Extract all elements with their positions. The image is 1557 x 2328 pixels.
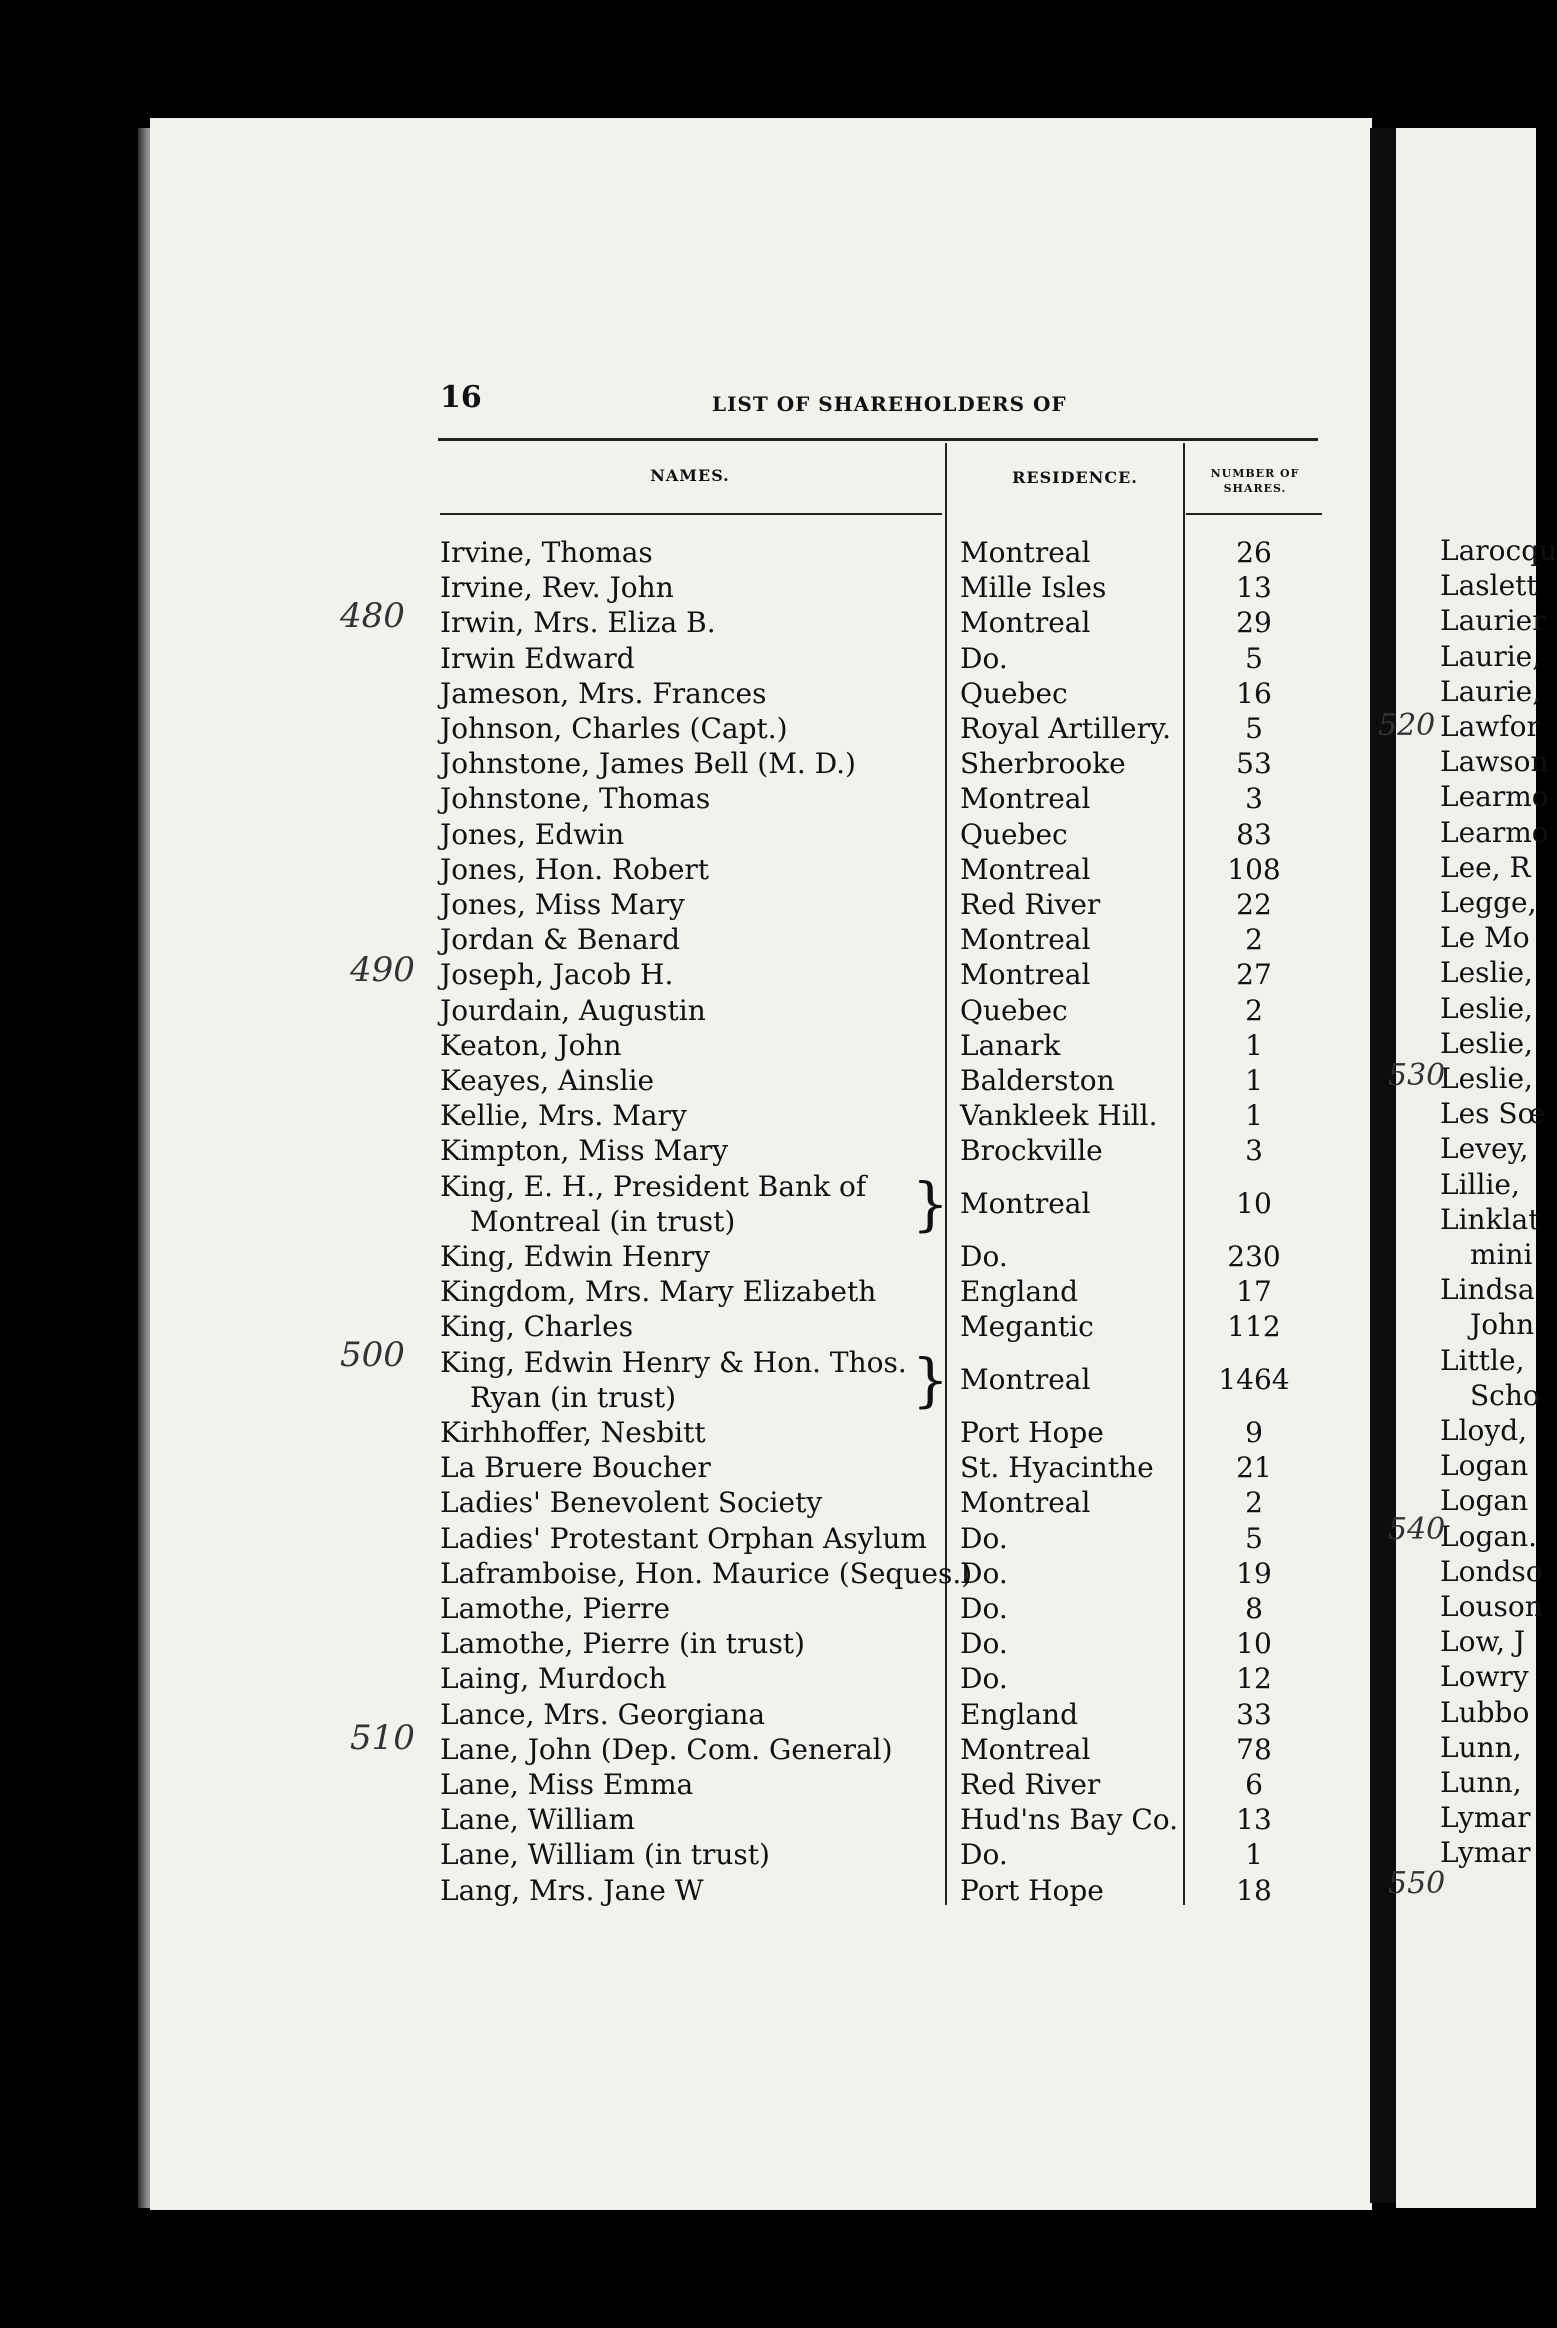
share-count: 1 [1245,1838,1263,1872]
residence: Megantic [960,1310,1094,1344]
shareholder-name: Joseph, Jacob H. [440,958,674,992]
share-count: 5 [1245,641,1263,675]
residence: Port Hope [960,1416,1104,1449]
residence: Montreal [960,852,1091,886]
table-row [0,1063,1370,1098]
next-page-fragment: Lymar [1440,1801,1531,1835]
shareholder-name: Kellie, Mrs. Mary [440,1099,687,1133]
table-row [0,993,1370,1028]
table-row [0,1802,1370,1837]
share-count: 3 [1245,782,1263,816]
next-page-fragment: Londso [1440,1554,1543,1588]
share-count: 230 [1227,1240,1281,1273]
table-row [0,957,1370,992]
shareholder-name: Lane, Miss Emma [440,1768,694,1801]
table-row [0,1837,1370,1872]
residence: Royal Artillery. [960,712,1171,745]
residence: Red River [960,888,1101,921]
residence: Montreal [960,1363,1091,1397]
residence: Do. [960,1592,1008,1625]
shareholder-name: Lang, Mrs. Jane W [440,1873,704,1907]
residence-column-header: RESIDENCE. [1012,468,1138,487]
next-page-fragment: Leslie, [1440,956,1533,990]
residence: Montreal [960,1732,1091,1766]
share-count: 18 [1236,1873,1272,1907]
shares-column-header-line2: SHARES. [1223,482,1287,495]
table-row [0,1274,1370,1309]
table-row [0,1767,1370,1802]
table-row [0,1556,1370,1591]
shareholder-name: Jordan & Benard [440,923,681,957]
residence: Montreal [960,782,1091,816]
next-page-fragment: Lunn, [1440,1730,1522,1764]
table-row [0,641,1370,676]
shareholder-name: Lamothe, Pierre (in trust) [440,1627,805,1661]
shareholder-name: Jones, Edwin [440,817,625,851]
share-count: 10 [1236,1627,1272,1661]
shareholder-name: Jourdain, Augustin [440,993,706,1027]
share-count: 19 [1236,1556,1272,1590]
shareholder-name: Lamothe, Pierre [440,1592,671,1625]
share-count: 5 [1245,1521,1263,1555]
table-row [0,1028,1370,1063]
shareholder-name: Lance, Mrs. Georgiana [440,1697,766,1731]
table-row [0,781,1370,816]
table-row [0,746,1370,781]
residence: Montreal [960,606,1091,640]
residence: Do. [960,1521,1008,1555]
residence: Red River [960,1768,1101,1801]
shareholder-name: Jameson, Mrs. Frances [440,676,767,710]
brace-mark: } [912,1345,949,1414]
shareholder-name: Kimpton, Miss Mary [440,1134,729,1168]
table-row [0,1098,1370,1133]
shareholder-name: Laframboise, Hon. Maurice (Seques.) [440,1556,973,1590]
shareholder-name: Irwin, Mrs. Eliza B. [440,606,716,640]
share-count: 112 [1227,1310,1281,1344]
share-count: 12 [1236,1662,1272,1696]
residence: Do. [960,1240,1008,1273]
share-count: 26 [1236,536,1272,569]
next-page-fragment: Leslie, [1440,1026,1533,1060]
names-under-rule [440,513,942,515]
next-page-fragment: Lloyd, [1440,1414,1528,1447]
residence: Do. [960,1627,1008,1661]
share-count: 1464 [1218,1363,1290,1397]
share-count: 8 [1245,1592,1263,1625]
next-page-fragment: Linklat [1440,1202,1540,1236]
next-page-fragment: Levey, [1440,1132,1529,1166]
residence: Quebec [960,817,1068,851]
table-row [0,1133,1370,1168]
residence: Do. [960,1556,1008,1590]
residence: Balderston [960,1064,1115,1097]
shareholder-name: Irwin Edward [440,641,635,675]
residence: Montreal [960,1486,1091,1520]
next-page-fragment: Lindsa [1440,1273,1535,1307]
table-row [0,570,1370,605]
next-page-fragment: Learmo [1440,780,1549,814]
shareholder-name: Kirhhoffer, Nesbitt [440,1416,706,1449]
next-page-fragment: Lee, R [1440,850,1531,884]
shareholder-name: King, Edwin Henry & Hon. Thos. [440,1345,907,1379]
next-page-fragment: Learmo [1440,815,1549,849]
next-page-fragment: mini [1470,1238,1533,1271]
shareholder-name: Lane, William (in trust) [440,1838,770,1872]
next-page-margin-note: 530 [1388,1058,1446,1093]
shareholder-name: Irvine, Rev. John [440,571,674,605]
margin-note: 500 [340,1335,405,1375]
share-count: 5 [1245,712,1263,745]
next-page-fragment: John [1470,1308,1535,1342]
residence: Quebec [960,676,1068,710]
shareholder-name: Irvine, Thomas [440,536,653,569]
residence: Do. [960,641,1008,675]
share-count: 9 [1245,1416,1263,1449]
share-count: 2 [1245,923,1263,957]
shareholder-name: Lane, William [440,1803,636,1837]
share-count: 1 [1245,1099,1263,1133]
next-page-fragment: Laurie, [1440,674,1542,708]
shareholder-name-continued: Ryan (in trust) [470,1380,677,1414]
shareholder-name: Kingdom, Mrs. Mary Elizabeth [440,1275,877,1309]
table-row [0,1697,1370,1732]
share-count: 1 [1245,1064,1263,1097]
table-row [0,817,1370,852]
next-page-fragment: Lymar [1440,1836,1531,1870]
next-page-fragment: Laslett [1440,569,1538,603]
table-row [0,1732,1370,1767]
next-page-fragment: Logan [1440,1484,1529,1518]
table-row [0,535,1370,570]
next-page-fragment: Low, J [1440,1625,1526,1659]
next-page-fragment: Scho [1470,1378,1540,1412]
margin-note: 510 [350,1718,415,1758]
next-page-fragment: Louson [1440,1590,1543,1623]
share-count: 1 [1245,1028,1263,1062]
residence: Do. [960,1662,1008,1696]
table-row [0,1309,1370,1344]
next-page-fragment: Les Sœ [1440,1097,1546,1131]
shareholder-name: Johnson, Charles (Capt.) [440,712,788,745]
table-row [0,605,1370,640]
residence: Quebec [960,993,1068,1027]
table-row [0,1239,1370,1274]
next-page-fragment: Leslie, [1440,1062,1533,1095]
residence: Montreal [960,923,1091,957]
residence: England [960,1275,1079,1309]
table-row [0,852,1370,887]
shareholder-name: Jones, Miss Mary [440,888,685,921]
shareholder-name: Johnstone, James Bell (M. D.) [440,747,856,781]
next-page-fragment: Lubbo [1440,1695,1530,1729]
names-column-header: NAMES. [650,466,730,485]
shareholder-name: Keaton, John [440,1028,622,1062]
next-page-fragment: Logan [1440,1449,1529,1483]
shareholder-name: Johnstone, Thomas [440,782,711,816]
shareholder-name: Laing, Murdoch [440,1662,667,1696]
share-count: 53 [1236,747,1272,781]
next-page-fragment: Legge, [1440,886,1537,919]
brace-mark: } [912,1169,949,1238]
table-row [0,887,1370,922]
share-count: 108 [1227,852,1281,886]
next-page-fragment: Lillie, [1440,1167,1520,1201]
residence: Do. [960,1838,1008,1872]
share-count: 6 [1245,1768,1263,1801]
table-row [0,711,1370,746]
table-row [0,1873,1370,1908]
shareholder-name: Ladies' Benevolent Society [440,1486,823,1520]
page-title: LIST OF SHAREHOLDERS OF [712,392,1067,416]
residence: Brockville [960,1134,1103,1168]
shares-column-header-line1: NUMBER OF [1210,467,1300,480]
residence: Vankleek Hill. [960,1099,1158,1133]
table-row [0,1415,1370,1450]
next-page-fragment: Lawfor [1440,710,1540,743]
table-row [0,1626,1370,1661]
residence: St. Hyacinthe [960,1451,1154,1485]
residence: Port Hope [960,1873,1104,1907]
share-count: 29 [1236,606,1272,640]
page-number: 16 [440,380,482,415]
shareholder-name: King, E. H., President Bank of [440,1169,867,1203]
next-page-margin-note: 520 [1378,708,1436,743]
next-page-margin-note: 540 [1388,1512,1446,1547]
table-row [0,1485,1370,1520]
margin-note: 480 [340,596,405,636]
shareholder-name: La Bruere Boucher [440,1451,711,1485]
shareholder-name: Keayes, Ainslie [440,1064,655,1097]
shareholder-name-continued: Montreal (in trust) [470,1204,736,1238]
shares-under-rule [1186,513,1322,515]
share-count: 33 [1236,1697,1272,1731]
residence: Montreal [960,958,1091,992]
next-page-fragment: Larocqu [1440,534,1557,567]
table-row [0,922,1370,957]
shareholder-name: Lane, John (Dep. Com. General) [440,1732,893,1766]
next-page-fragment: Little, [1440,1343,1525,1377]
share-count: 17 [1236,1275,1272,1309]
share-count: 2 [1245,1486,1263,1520]
table-row [0,1345,1370,1415]
next-page-fragment: Leslie, [1440,991,1533,1025]
residence: Hud'ns Bay Co. [960,1803,1179,1837]
share-count: 21 [1236,1451,1272,1485]
next-page-fragment: Laurier [1440,604,1546,638]
share-count: 13 [1236,1803,1272,1837]
residence: Mille Isles [960,571,1107,605]
share-count: 78 [1236,1732,1272,1766]
table-row [0,1169,1370,1239]
next-page-fragment: Lunn, [1440,1766,1522,1799]
share-count: 10 [1236,1187,1272,1221]
next-page-fragment: Lowry [1440,1660,1529,1694]
shareholder-name: King, Edwin Henry [440,1240,711,1273]
shareholder-name: King, Charles [440,1310,634,1344]
next-page-fragment: Laurie, [1440,639,1542,673]
shareholder-name: Ladies' Protestant Orphan Asylum [440,1521,927,1555]
shareholder-name: Jones, Hon. Robert [440,852,710,886]
table-row [0,1591,1370,1626]
table-row [0,1450,1370,1485]
residence: Sherbrooke [960,747,1126,781]
share-count: 13 [1236,571,1272,605]
next-page-fragment: Logan. [1440,1519,1538,1553]
margin-note: 490 [350,950,415,990]
share-count: 2 [1245,993,1263,1027]
top-rule [438,438,1318,441]
next-page-fragment: Le Mo [1440,921,1530,955]
next-page-margin-note: 550 [1388,1866,1446,1901]
share-count: 22 [1236,888,1272,921]
residence: Montreal [960,536,1091,569]
residence: England [960,1697,1079,1731]
table-row [0,1521,1370,1556]
share-count: 16 [1236,676,1272,710]
residence: Montreal [960,1187,1091,1221]
next-page-fragment: Lawson [1440,745,1549,779]
table-row [0,676,1370,711]
share-count: 27 [1236,958,1272,992]
residence: Lanark [960,1028,1061,1062]
share-count: 83 [1236,817,1272,851]
share-count: 3 [1245,1134,1263,1168]
table-row [0,1661,1370,1696]
